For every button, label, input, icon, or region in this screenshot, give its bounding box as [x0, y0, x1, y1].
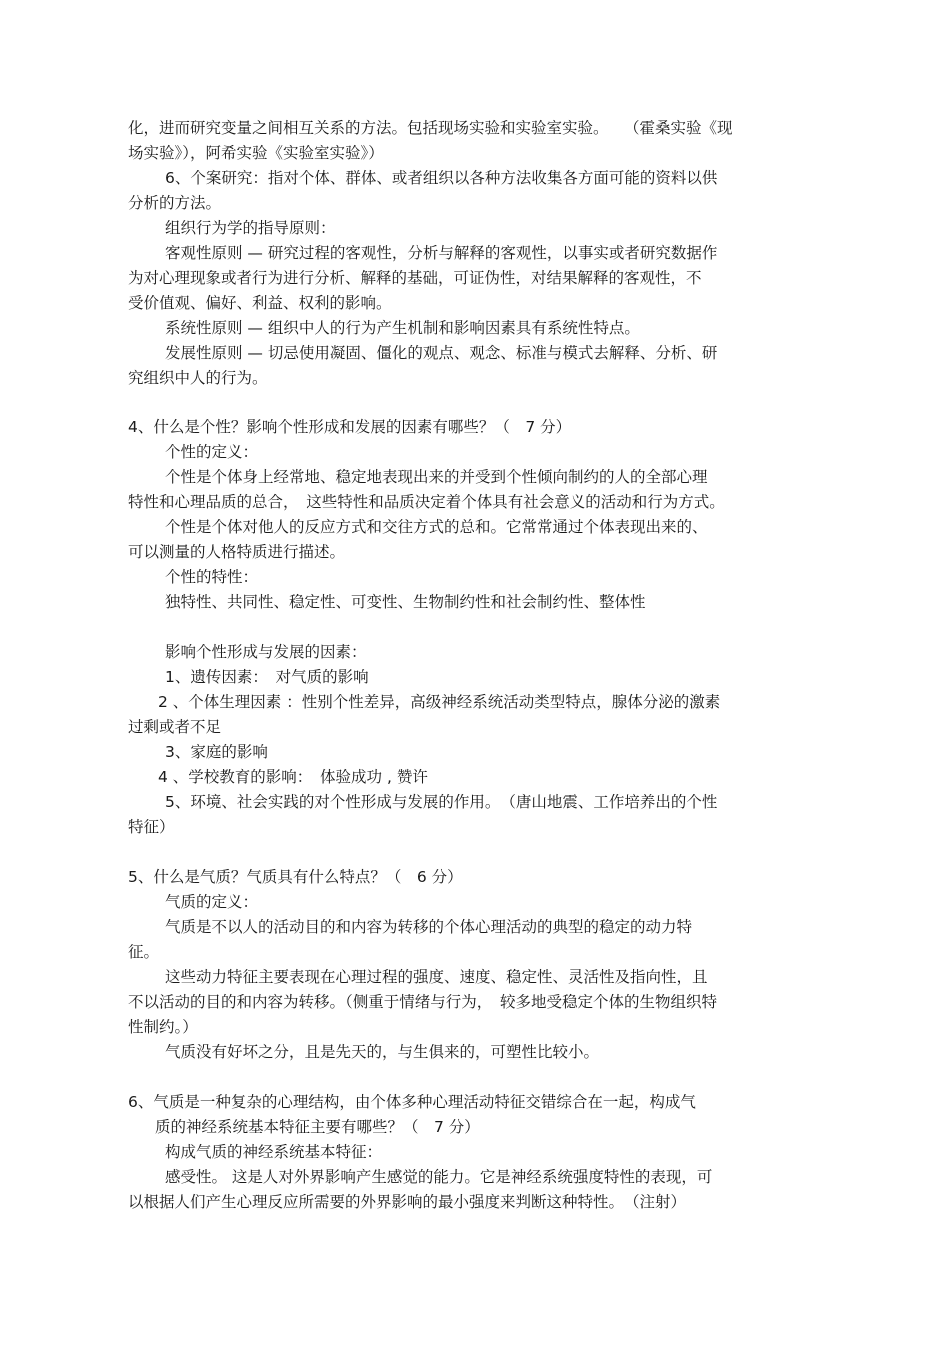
text-line: 个性的定义：	[165, 443, 259, 461]
text-line: 以根据人们产生心理反应所需要的外界影响的最小强度来判断这种特性。 （注射）	[128, 1193, 687, 1211]
text-line: 特征）	[128, 818, 175, 836]
list-item: 2 、个体生理因素 ：性别个性差异，高级神经系统活动类型特点，腺体分泌的激素	[158, 693, 721, 711]
text-line: 个性是个体身上经常地、稳定地表现出来的并受到个性倾向制约的人的全部心理	[165, 468, 708, 486]
text-line: 性制约。）	[128, 1018, 198, 1036]
question-heading: 质的神经系统基本特征主要有哪些？（ 7 分）	[155, 1118, 480, 1136]
question-heading: 5、什么是气质？气质具有什么特点？（ 6 分）	[128, 868, 463, 886]
text-line: 这些动力特征主要表现在心理过程的强度、速度、稳定性、灵活性及指向性，且	[165, 968, 708, 986]
list-item: 5、环境、社会实践的对个性形成与发展的作用。 （唐山地震、工作培养出的个性	[165, 793, 718, 811]
question-heading: 4、什么是个性？影响个性形成和发展的因素有哪些？（ 7 分）	[128, 418, 572, 436]
list-item: 4 、学校教育的影响： 体验成功 , 赞许	[158, 768, 428, 786]
text-line: 不以活动的目的和内容为转移。（侧重于情绪与行为， 较多地受稳定个体的生物组织特	[128, 993, 718, 1011]
text-line: 6、个案研究：指对个体、群体、或者组织以各种方法收集各方面可能的资料以供	[165, 169, 718, 187]
text-line: 分析的方法。	[128, 194, 222, 212]
list-item: 3、家庭的影响	[165, 743, 268, 761]
text-line: 特性和心理品质的总合， 这些特性和品质决定着个体具有社会意义的活动和行为方式。	[128, 493, 725, 511]
text-line: 发展性原则 — 切忌使用凝固、僵化的观点、观念、标准与模式去解释、分析、研	[165, 344, 718, 362]
text-line: 过剩或者不足	[128, 718, 222, 736]
text-line: 化，进而研究变量之间相互关系的方法。包括现场实验和实验室实验。 （霍桑实验《现	[128, 119, 733, 137]
question-heading: 6、气质是一种复杂的心理结构，由个体多种心理活动特征交错综合在一起，构成气	[128, 1093, 696, 1111]
list-item: 1、遗传因素： 对气质的影响	[165, 668, 369, 686]
text-line: 系统性原则 — 组织中人的行为产生机制和影响因素具有系统性特点。	[165, 319, 640, 337]
text-line: 可以测量的人格特质进行描述。	[128, 543, 346, 561]
text-line: 组织行为学的指导原则：	[165, 219, 336, 237]
text-line: 客观性原则 — 研究过程的客观性，分析与解释的客观性，以事实或者研究数据作	[165, 244, 718, 262]
text-line: 气质没有好坏之分，且是先天的，与生俱来的，可塑性比较小。	[165, 1043, 600, 1061]
text-line: 个性的特性：	[165, 568, 259, 586]
text-line: 构成气质的神经系统基本特征：	[165, 1143, 383, 1161]
text-line: 场实验》），阿希实验《实验室实验》）	[128, 144, 384, 162]
text-line: 受价值观、偏好、利益、权利的影响。	[128, 294, 392, 312]
text-line: 究组织中人的行为。	[128, 369, 268, 387]
text-line: 感受性。 这是人对外界影响产生感觉的能力。它是神经系统强度特性的表现，可	[165, 1168, 713, 1186]
text-line: 气质是不以人的活动目的和内容为转移的个体心理活动的典型的稳定的动力特	[165, 918, 693, 936]
text-line: 影响个性形成与发展的因素：	[165, 643, 367, 661]
text-line: 征。	[128, 943, 160, 961]
text-line: 独特性、共同性、稳定性、可变性、生物制约性和社会制约性、整体性	[165, 593, 646, 611]
text-line: 个性是个体对他人的反应方式和交往方式的总和。它常常通过个体表现出来的、	[165, 518, 708, 536]
text-line: 气质的定义：	[165, 893, 259, 911]
text-line: 为对心理现象或者行为进行分析、解释的基础，可证伪性，对结果解释的客观性，不	[128, 269, 702, 287]
